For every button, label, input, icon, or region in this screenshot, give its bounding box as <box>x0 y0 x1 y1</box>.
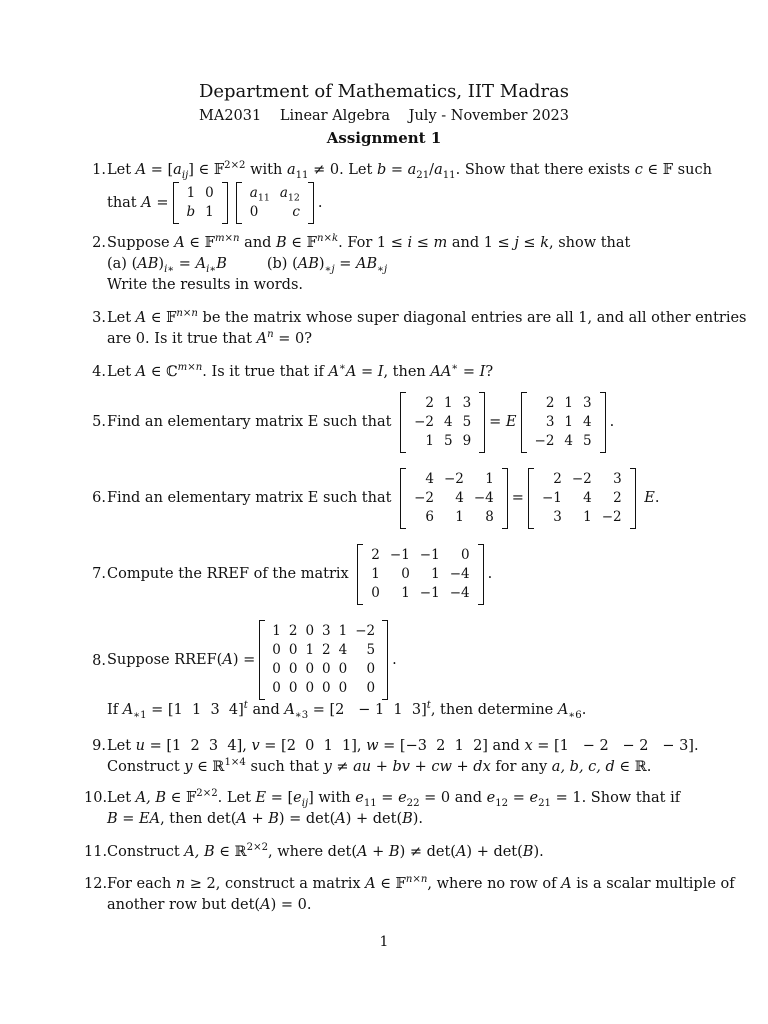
matrix-entry: 0 <box>461 547 470 563</box>
problem-body <box>107 392 696 453</box>
problem-equation: that A = 1 0 b 1 $a_{11}$ $a_{12}$ 0 c . <box>107 182 696 224</box>
matrix-entry: 0 <box>305 661 315 677</box>
matrix-entry: −2 <box>355 623 376 639</box>
matrix-entry: $a_{12}$ <box>279 185 300 204</box>
matrix-entry: 0 <box>272 680 281 696</box>
matrix-entry: 0 <box>366 680 376 696</box>
matrix-entry: 2 <box>553 471 562 487</box>
matrix-entry: 4 <box>425 471 434 487</box>
matrix-entry: −1 <box>541 490 562 506</box>
problem-text: Suppose A ∈ 𝔽$^{m\times n}$ and B ∈ 𝔽$^{n\times k}$. For 1 ≤ i ≤ m and 1 ≤ j ≤ k, show that <box>107 233 631 251</box>
problem-text: Compute the RREF of the matrix <box>107 566 349 582</box>
matrix-entry: 4 <box>443 414 453 430</box>
problem-parts: (a) $(AB)_{i∗} = A_{i∗}B$ (b) $(AB)_{∗j} = AB_{∗j}$ <box>107 256 388 275</box>
matrix-entry: 0 <box>322 661 331 677</box>
problem-number: 7. <box>92 566 106 582</box>
matrix-entry: 5 <box>443 433 453 449</box>
matrix-entry: 1 <box>455 509 464 525</box>
matrix-L <box>172 182 229 224</box>
matrix-entry: 3 <box>545 414 555 430</box>
matrix-entry: 0 <box>401 566 410 582</box>
problem-body <box>107 842 696 863</box>
problem-number: 1. <box>92 162 106 178</box>
problem-text-2: If $A_{∗1} = [1$ 1 3 4]$^t$ and $A_{∗3} = [2 - 1$ 1 3]$^t$, then determine $A_{∗6}$. <box>107 700 587 721</box>
problem-equation: Suppose RREF( A ) = 1 2 0 3 1 −2 0 0 1 2 4 5 0 0 0 0 0 0 0 0 0 0 0 0 . <box>107 620 696 700</box>
matrix-entry: −4 <box>449 585 470 601</box>
matrix-entry: 0 <box>288 661 298 677</box>
matrix-entry: 1 <box>431 566 440 582</box>
matrix-entry: 1 <box>371 566 380 582</box>
matrix-entry: −2 <box>534 433 555 449</box>
matrix-entry: 1 <box>338 623 348 639</box>
matrix-entry: 1 <box>305 642 315 658</box>
matrix-entry: 0 <box>322 680 331 696</box>
matrix-entry: 4 <box>455 490 464 506</box>
problem-text: For each n ≥ 2, construct a matrix A ∈ 𝔽$^{n\times n}$, where no row of A is a scalar multiple of <box>107 874 735 892</box>
matrix-entry: 1 <box>425 433 434 449</box>
problem-text: Find an elementary matrix E such that <box>107 414 392 430</box>
matrix-entry: 2 <box>545 395 555 411</box>
problem-text-2: another row but det(A) = 0. <box>107 897 312 913</box>
matrix-entry: 1 <box>186 185 196 201</box>
matrix-entry: 3 <box>462 395 472 411</box>
problem-number: 5. <box>92 414 106 430</box>
matrix-7 <box>356 544 484 605</box>
matrix-entry: −4 <box>449 566 470 582</box>
problem-text: Let A, B ∈ 𝔽$^{2\times 2}$. Let $E = [e_{ij}]$ with $e_{11} = e_{22} = 0$ and $e_{12} = e_{21} = 1$. Show that if <box>107 788 681 809</box>
course-code: MA2031 <box>199 108 262 124</box>
problem-text-2: Write the results in words. <box>107 277 303 293</box>
assignment-title: Assignment 1 <box>326 129 442 147</box>
part-b-label: (b) <box>266 256 288 272</box>
problem-body <box>107 160 712 224</box>
problem-text: Let $A = [a_{ij}]$ ∈ 𝔽$^{2\times 2}$ with $a_{11} \ne 0$. Let $b = a_{21}/a_{11}$. Show that there exists c ∈ 𝔽 such <box>107 160 712 181</box>
course-line <box>0 106 768 126</box>
problem-body <box>107 362 696 383</box>
matrix-entry: 0 <box>338 680 348 696</box>
matrix-entry: 2 <box>288 623 298 639</box>
problem-number: 2. <box>92 235 106 251</box>
problem-body <box>107 874 735 916</box>
problem-number: 9. <box>92 738 106 754</box>
matrix-entry: 0 <box>371 585 380 601</box>
matrix-entry: −1 <box>389 547 410 563</box>
matrix-entry: 0 <box>366 661 376 677</box>
matrix-entry: 5 <box>366 642 376 658</box>
matrix-entry: 5 <box>462 414 472 430</box>
matrix-entry: 6 <box>425 509 434 525</box>
problem-text: Construct A, B ∈ ℝ$^{2\times 2}$, where det(A + B) ≠ det(A) + det(B). <box>107 842 544 860</box>
matrix-entry: 3 <box>583 395 592 411</box>
matrix-entry: −2 <box>414 490 434 506</box>
department-title: Department of Mathematics, IIT Madras <box>198 81 570 102</box>
problem-number: 10. <box>84 790 108 806</box>
matrix-entry: −2 <box>414 414 434 430</box>
problem-equation: Find an elementary matrix E such that 4 −2 1 −2 4 −4 6 1 8 = 2 −2 3 −1 4 2 3 1 −2 E . <box>107 468 696 529</box>
matrix-entry: 4 <box>564 433 574 449</box>
matrix-entry: 0 <box>305 680 315 696</box>
problem-body <box>107 736 699 778</box>
matrix-entry: 1 <box>401 585 410 601</box>
problem-number: 8. <box>92 653 106 669</box>
matrix-entry: 0 <box>249 204 259 220</box>
problem-text-2: Construct y ∈ ℝ$^{1\times 4}$ such that y ≠ au + bv + cw + dx for any a, b, c, d ∈ ℝ. <box>107 757 652 775</box>
document-header <box>0 80 768 149</box>
matrix-entry: 8 <box>485 509 494 525</box>
problem-body <box>107 620 696 721</box>
matrix-entry: 2 <box>613 490 622 506</box>
matrix-entry: 4 <box>583 414 592 430</box>
page-number: 1 <box>379 934 389 950</box>
matrix-entry: 1 <box>272 623 281 639</box>
course-name: Linear Algebra <box>279 108 391 124</box>
matrix-entry: 0 <box>205 185 214 201</box>
matrix-5-left <box>399 392 486 453</box>
matrix-entry: −1 <box>419 547 440 563</box>
problem-body <box>107 544 696 605</box>
matrix-entry: 1 <box>205 204 214 220</box>
matrix-entry: 4 <box>338 642 348 658</box>
problem-number: 4. <box>92 364 106 380</box>
problem-text: Let u = [1 2 3 4], v = [2 0 1 1], w = [−3 2 1 2] and x = [1 − 2 − 2 − 3]. <box>107 738 699 754</box>
matrix-entry: −4 <box>473 490 494 506</box>
matrix-entry: 0 <box>338 661 348 677</box>
part-a-label: (a) <box>107 256 127 272</box>
matrix-entry: c <box>292 204 300 220</box>
matrix-entry: 0 <box>288 680 298 696</box>
matrix-entry: 9 <box>462 433 472 449</box>
matrix-entry: 1 <box>443 395 453 411</box>
matrix-entry: 5 <box>583 433 592 449</box>
matrix-8 <box>258 620 389 700</box>
matrix-entry: 3 <box>322 623 331 639</box>
matrix-entry: −2 <box>443 471 464 487</box>
matrix-entry: −1 <box>419 585 440 601</box>
problem-equation: Find an elementary matrix E such that 2 1 3 −2 4 5 1 5 9 = E 2 1 3 3 1 4 −2 4 5 . <box>107 392 696 453</box>
problem-text: Find an elementary matrix E such that <box>107 490 392 506</box>
matrix-entry: 1 <box>564 414 574 430</box>
problem-text-2: B = EA, then det(A + B) = det(A) + det(B). <box>107 811 424 827</box>
matrix-entry: 0 <box>305 623 315 639</box>
matrix-entry: 1 <box>583 509 592 525</box>
problem-equation: Compute the RREF of the matrix 2 −1 −1 0 1 0 1 −4 0 1 −1 −4 . <box>107 544 696 605</box>
matrix-entry: $a_{11}$ <box>249 185 270 204</box>
matrix-entry: −2 <box>571 471 592 487</box>
matrix-entry: 3 <box>553 509 562 525</box>
problem-number: 3. <box>92 310 106 326</box>
matrix-entry: 1 <box>564 395 574 411</box>
course-term: July - November 2023 <box>408 108 569 124</box>
matrix-U <box>235 182 315 224</box>
problem-text: Let A ∈ ℂ$^{m\times n}$. Is it true that if A∗A = I, then AA∗ = I? <box>107 362 494 380</box>
matrix-entry: 1 <box>485 471 494 487</box>
matrix-entry: 2 <box>425 395 434 411</box>
problem-number: 11. <box>84 844 108 860</box>
matrix-6-right <box>527 468 637 529</box>
matrix-entry: 0 <box>272 642 281 658</box>
problem-body <box>107 468 696 529</box>
matrix-entry: −2 <box>601 509 622 525</box>
problem-text-2: are 0. Is it true that $A^n = 0$? <box>107 329 312 347</box>
matrix-entry: 0 <box>288 642 298 658</box>
problem-number: 6. <box>92 490 106 506</box>
matrix-entry: b <box>186 204 196 220</box>
matrix-5-right <box>520 392 607 453</box>
matrix-6-left <box>399 468 509 529</box>
problem-number: 12. <box>84 876 108 892</box>
matrix-entry: 4 <box>583 490 592 506</box>
problem-body <box>107 788 696 830</box>
problem-body <box>107 308 747 350</box>
matrix-entry: 0 <box>272 661 281 677</box>
matrix-entry: 2 <box>322 642 331 658</box>
problem-text: Let A ∈ 𝔽$^{n\times n}$ be the matrix whose super diagonal entries are all 1, and all other entries <box>107 308 747 326</box>
matrix-entry: 3 <box>613 471 622 487</box>
matrix-entry: 2 <box>371 547 380 563</box>
problem-body <box>107 233 696 296</box>
